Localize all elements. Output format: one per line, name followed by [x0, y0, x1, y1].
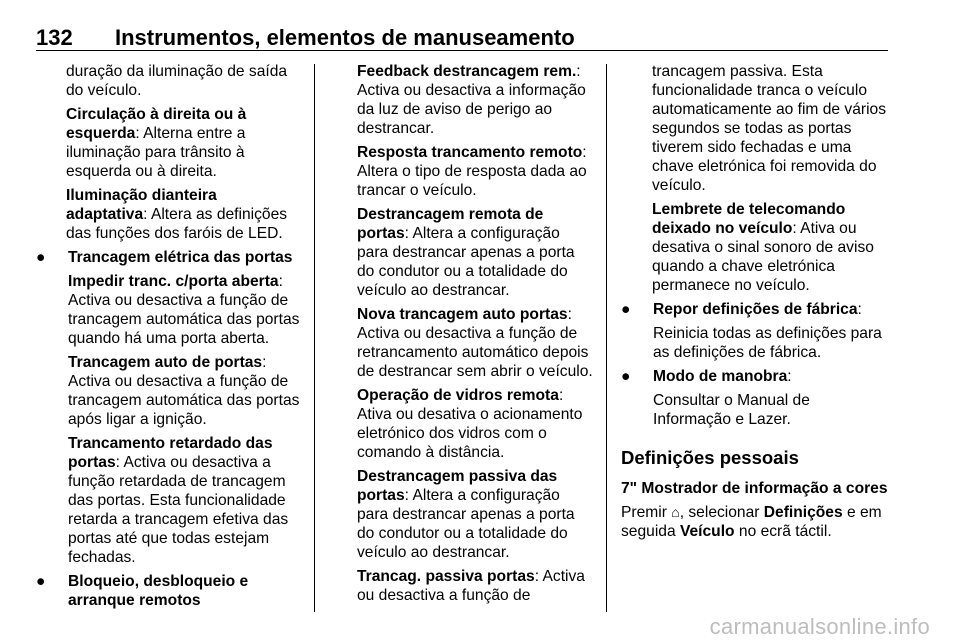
entry-text: : Activa ou desactiva a informação da luz de aviso de perigo ao destrancar. [357, 63, 586, 137]
entry-term: Nova trancagem auto portas [357, 306, 568, 323]
instruction-paragraph [621, 503, 889, 541]
definition-entry [357, 467, 595, 562]
bullet-icon: ● [36, 249, 46, 266]
home-icon: ⌂ [671, 504, 680, 520]
entry-text: : Activa ou desactiva a função de trancagem automática das portas após ligar a ignição. [68, 354, 300, 428]
definition-entry [357, 205, 595, 300]
entry-text: : Altera a configuração para destrancar apenas a porta do condutor ou a totalidade do veículo ao destrancar. [357, 487, 575, 561]
bullet-colon: : [787, 368, 792, 385]
paragraph: trancagem passiva. Esta funcionalidade tranca o veículo automaticamente ao fim de vários segundos se todas as portas tiverem sido fechadas e uma chave eletrónica foi removida do veículo. [652, 63, 887, 194]
page-header [0, 0, 960, 52]
definition-entry [68, 353, 300, 429]
col3-indent-top [621, 62, 889, 295]
definition-entry [357, 386, 595, 462]
instruction-text: Premir [621, 504, 672, 521]
entry-term: Destrancagem remota de portas [357, 206, 544, 242]
bullet-item [621, 367, 889, 429]
bullet-item [621, 300, 889, 362]
definition-entry [357, 143, 595, 200]
entry-term: Trancagem auto de portas [68, 354, 263, 371]
entry-text: : Alterna entre a iluminação para trânsito à esquerda ou à direita. [66, 125, 246, 180]
entry-text: : Ativa ou desativa o sinal sonoro de aviso quando a chave eletrónica permanece no veículo. [652, 220, 874, 294]
col1-indent-top [36, 62, 300, 243]
bullet-icon: ● [621, 301, 631, 318]
entry-text: : Altera a configuração para destrancar apenas a porta do condutor ou a totalidade do veículo ao destrancar. [357, 225, 575, 299]
entry-text: : Altera as definições das funções dos faróis de LED. [66, 206, 288, 242]
definition-entry [68, 272, 300, 348]
paragraph: duração da iluminação de saída do veículo. [66, 63, 288, 99]
column-1 [36, 62, 300, 615]
header-rule [36, 50, 888, 51]
entry-term: Iluminação dianteira adaptativa [66, 187, 217, 223]
watermark: carmanualsonline.info [709, 614, 930, 639]
entry-text: : Activa ou desactiva a função de trancagem automática das portas quando há uma porta aberta. [68, 273, 300, 347]
entry-term: Trancamento retardado das portas [68, 435, 273, 471]
definition-entry [357, 305, 595, 381]
bullet-icon: ● [36, 573, 46, 590]
instruction-text: e em seguida [621, 504, 882, 540]
entry-term: Feedback destrancagem rem. [357, 63, 577, 80]
column-2 [357, 62, 595, 610]
bullet-item [36, 248, 300, 567]
entry-term: Resposta trancamento remoto [357, 144, 583, 161]
definition-entry [68, 434, 300, 567]
subheading: 7" Mostrador de informação a cores [621, 480, 888, 497]
entry-term: Impedir tranc. c/porta aberta [68, 273, 279, 290]
entry-text: : Activa ou desactiva a função de [357, 568, 585, 604]
bullet-heading: Trancagem elétrica das portas [68, 249, 293, 266]
entry-term: Operação de vidros remota [357, 387, 559, 404]
definition-entry [357, 62, 595, 138]
page-number: 132 [36, 25, 73, 50]
section-heading: Definições pessoais [621, 447, 799, 468]
bullet-heading: Bloqueio, desbloqueio e arranque remotos [68, 573, 249, 609]
bullet-item [36, 572, 300, 610]
bullet-term: Modo de manobra [653, 368, 788, 385]
bullet-colon: : [857, 301, 862, 318]
entry-text: : Altera o tipo de resposta dada ao trancar o veículo. [357, 144, 587, 199]
bullet-term: Repor definições de fábrica [653, 301, 858, 318]
column-divider-left [314, 64, 315, 612]
bullet-icon: ● [621, 368, 631, 385]
entry-term: Trancag. passiva portas [357, 568, 535, 585]
bullet-heading [653, 300, 889, 319]
column-divider-right [606, 64, 607, 612]
bullet-text: Consultar o Manual de Informação e Lazer. [653, 392, 810, 428]
entry-term: Circulação à direita ou à esquerda [66, 106, 247, 142]
definition-entry [357, 567, 595, 605]
definition-entry [652, 200, 889, 295]
page-title: Instrumentos, elementos de manuseamento [115, 25, 575, 50]
definition-entry [66, 105, 300, 181]
entry-term: Destrancagem passiva das portas [357, 468, 558, 504]
entry-term: Lembrete de telecomando deixado no veículo [652, 201, 846, 237]
entry-text: : Activa ou desactiva a função retardada de trancagem das portas. Esta funcionalidade retarda a trancagem efetiva das portas até que todas estejam fechadas. [68, 454, 289, 566]
instruction-text: , selecionar [679, 504, 764, 521]
instruction-term: Veículo [679, 523, 735, 540]
bullet-heading [653, 367, 889, 386]
entry-text: : Activa ou desactiva a função de retrancamento automático depois de destrancar sem abrir o veículo. [357, 306, 593, 380]
definition-entry [66, 186, 300, 243]
bullet-text: Reinicia todas as definições para as definições de fábrica. [653, 325, 882, 361]
column-3 [621, 62, 889, 546]
entry-text: : Ativa ou desativa o acionamento eletrónico dos vidros com o comando à distância. [357, 387, 583, 461]
instruction-term: Definições [763, 504, 843, 521]
instruction-text: no ecrã táctil. [734, 523, 832, 540]
